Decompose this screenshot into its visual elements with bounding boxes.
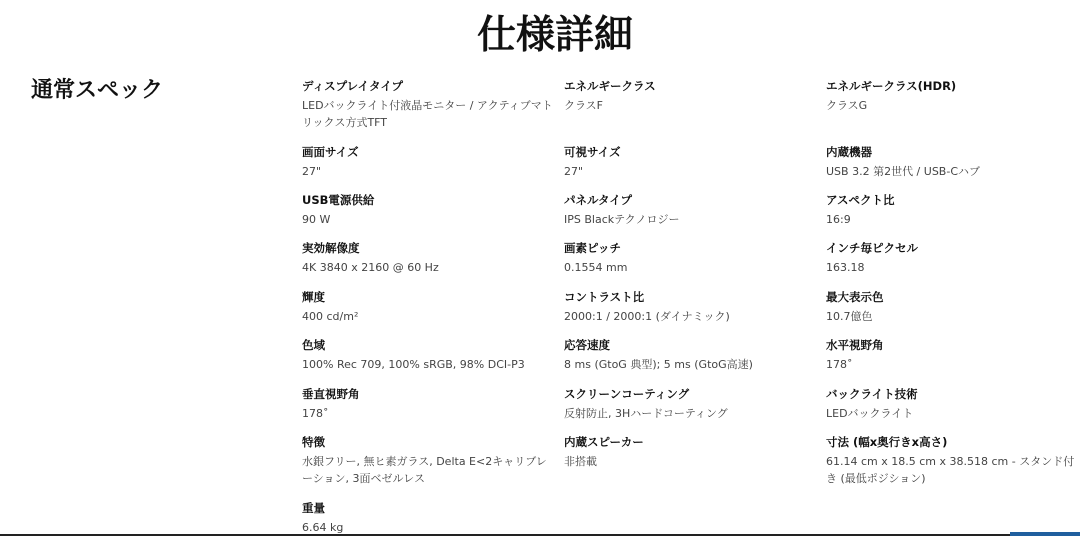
spec-item xyxy=(302,78,554,131)
spec-label: 最大表示色 xyxy=(826,290,884,304)
spec-item xyxy=(564,240,816,276)
spec-value: 0.1554 mm xyxy=(564,261,628,274)
spec-value: 8 ms (GtoG 典型); 5 ms (GtoG高速) xyxy=(564,358,753,371)
spec-item xyxy=(564,78,816,114)
spec-label: 画面サイズ xyxy=(302,145,359,159)
spec-label: アスペクト比 xyxy=(826,193,895,207)
spec-item xyxy=(564,337,816,373)
spec-label: 実効解像度 xyxy=(302,241,360,255)
spec-item xyxy=(302,386,554,422)
spec-value: 400 cd/m² xyxy=(302,310,359,323)
spec-value: 非搭載 xyxy=(564,455,597,468)
spec-value: 61.14 cm x 18.5 cm x 38.518 cm - スタンド付き (最低ポジション) xyxy=(826,455,1075,485)
spec-value: 178˚ xyxy=(826,358,853,371)
page-title: 仕様詳細 xyxy=(476,13,633,58)
spec-value: 4K 3840 x 2160 @ 60 Hz xyxy=(302,261,439,274)
spec-item xyxy=(564,192,816,228)
spec-item xyxy=(302,434,554,487)
spec-value: USB 3.2 第2世代 / USB-Cハブ xyxy=(826,165,980,178)
spec-item xyxy=(302,500,554,536)
spec-value: 27" xyxy=(564,165,584,178)
spec-label: 重量 xyxy=(302,501,325,515)
spec-label: USB電源供給 xyxy=(302,193,375,207)
spec-label: スクリーンコーティング xyxy=(564,387,690,401)
spec-label: 可視サイズ xyxy=(564,145,621,159)
spec-item xyxy=(826,144,1078,180)
scroll-accent xyxy=(1010,532,1080,536)
spec-label: エネルギークラス xyxy=(564,79,656,93)
spec-item xyxy=(302,192,554,228)
spec-label: 画素ピッチ xyxy=(564,241,622,255)
spec-label: エネルギークラス(HDR) xyxy=(826,79,957,93)
spec-label: 垂直視野角 xyxy=(302,387,360,401)
spec-item xyxy=(564,386,816,422)
spec-item xyxy=(826,337,1078,373)
spec-label: 内蔵スピーカー xyxy=(564,435,644,449)
spec-value: クラスF xyxy=(564,99,603,112)
spec-value: 178˚ xyxy=(302,407,329,420)
spec-value: 反射防止, 3Hハードコーティング xyxy=(564,407,728,420)
spec-label: バックライト技術 xyxy=(826,387,918,401)
spec-label: 応答速度 xyxy=(564,338,610,352)
spec-label: 寸法 (幅x奥行きx高さ) xyxy=(826,435,948,449)
spec-item xyxy=(826,78,1078,114)
spec-label: 水平視野角 xyxy=(826,338,884,352)
spec-label: インチ毎ピクセル xyxy=(826,241,918,255)
spec-value: 10.7億色 xyxy=(826,310,873,323)
spec-item xyxy=(564,289,816,325)
spec-value: IPS Blackテクノロジー xyxy=(564,213,680,226)
spec-item xyxy=(302,337,554,373)
spec-item xyxy=(302,144,554,180)
spec-label: 色域 xyxy=(302,338,325,352)
section-title: 通常スペック xyxy=(31,78,164,103)
spec-value: LEDバックライト付液晶モニター / アクティブマトリックス方式TFT xyxy=(302,99,553,129)
spec-value: LEDバックライト xyxy=(826,407,914,420)
spec-label: 輝度 xyxy=(302,290,325,304)
spec-item xyxy=(302,289,554,325)
spec-value: クラスG xyxy=(826,99,868,112)
spec-value: 16:9 xyxy=(826,213,851,226)
spec-label: パネルタイプ xyxy=(564,193,632,207)
spec-item xyxy=(302,240,554,276)
spec-value: 6.64 kg xyxy=(302,521,344,534)
spec-label: 内蔵機器 xyxy=(826,145,872,159)
spec-value: 163.18 xyxy=(826,261,865,274)
spec-item xyxy=(564,434,816,470)
spec-item xyxy=(826,289,1078,325)
spec-value: 2000:1 / 2000:1 (ダイナミック) xyxy=(564,310,730,323)
spec-value: 90 W xyxy=(302,213,331,226)
spec-item xyxy=(564,144,816,180)
spec-item xyxy=(826,192,1078,228)
spec-value: 100% Rec 709, 100% sRGB, 98% DCI-P3 xyxy=(302,358,525,371)
spec-value: 水銀フリー, 無ヒ素ガラス, Delta E<2キャリブレーション, 3面ベゼルレス xyxy=(302,455,547,485)
spec-item xyxy=(826,386,1078,422)
spec-label: 特徴 xyxy=(302,435,325,449)
spec-item xyxy=(826,434,1078,487)
spec-item xyxy=(826,240,1078,276)
spec-label: ディスプレイタイプ xyxy=(302,79,403,93)
spec-label: コントラスト比 xyxy=(564,290,645,304)
spec-value: 27" xyxy=(302,165,322,178)
